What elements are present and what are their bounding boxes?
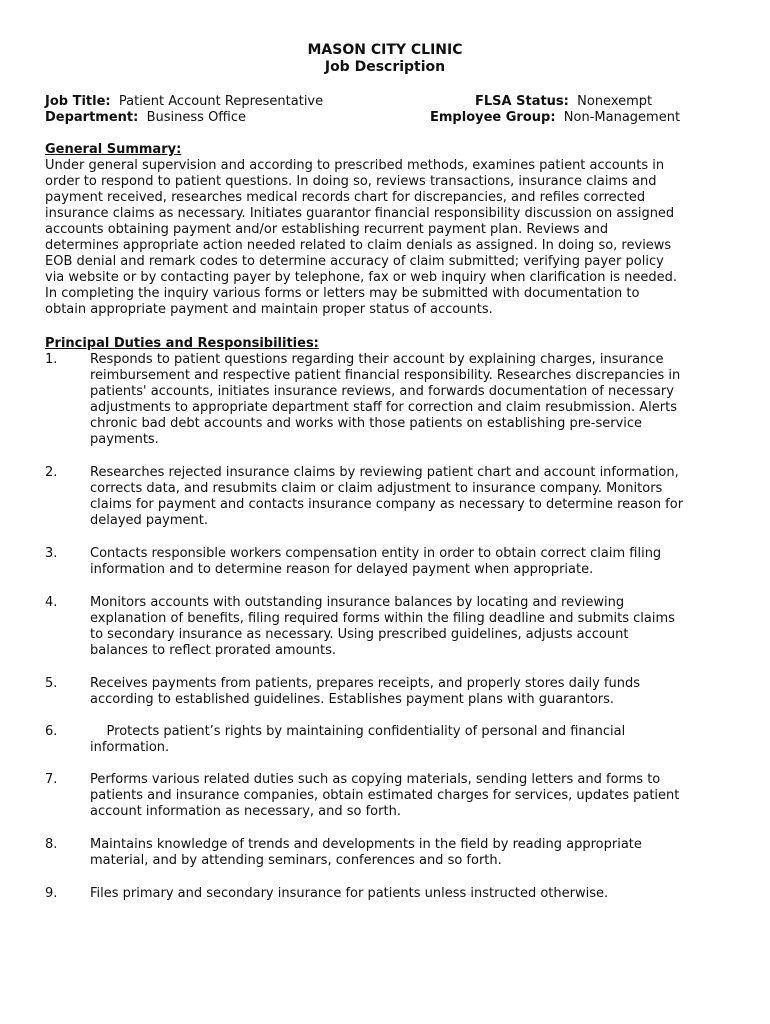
duty-line: Maintains knowledge of trends and developments in the field by reading appropriate xyxy=(90,837,642,852)
duty-line: Protects patient’s rights by maintaining confidentiality of personal and financial xyxy=(90,724,626,739)
employee-group-value: Non-Management xyxy=(563,110,681,125)
duty-line: information. xyxy=(90,740,170,755)
summary-line: insurance claims as necessary. Initiates guarantor financial responsibility discussion on assigned xyxy=(45,206,675,221)
general-summary-heading: General Summary: xyxy=(45,142,182,157)
department-field xyxy=(45,110,246,126)
duty-text xyxy=(90,352,740,448)
duty-number: 5. xyxy=(45,676,58,691)
general-summary-body xyxy=(45,158,735,318)
duty-line: information and to determine reason for delayed payment when appropriate. xyxy=(90,562,594,577)
duty-line: patients' accounts, initiates insurance reviews, and forwards documentation of necessary xyxy=(90,384,674,399)
duty-line: to secondary insurance as necessary. Using prescribed guidelines, adjusts account xyxy=(90,627,629,642)
duty-number: 9. xyxy=(45,886,58,901)
page-subtitle: Job Description xyxy=(324,59,446,75)
duty-line: balances to reflect prorated amounts. xyxy=(90,643,337,658)
department-label: Department: xyxy=(45,110,139,125)
duty-text xyxy=(90,595,740,659)
summary-line: EOB denial and remark codes to determine accuracy of claim submitted; verifying payer policy xyxy=(45,254,664,269)
duty-line: material, and by attending seminars, conferences and so forth. xyxy=(90,853,502,868)
duty-number: 2. xyxy=(45,465,58,480)
employee-group-field xyxy=(430,110,680,126)
duty-line: Responds to patient questions regarding their account by explaining charges, insurance xyxy=(90,352,664,367)
employee-group-label: Employee Group: xyxy=(430,110,556,125)
duty-line: reimbursement and respective patient financial responsibility. Researches discrepancies in xyxy=(90,368,681,383)
duty-text xyxy=(90,546,740,578)
flsa-status-value: Nonexempt xyxy=(577,94,653,109)
summary-line: order to respond to patient questions. In doing so, reviews transactions, insurance claims and xyxy=(45,174,657,189)
summary-line: determines appropriate action needed related to claim denials as assigned. In doing so, reviews xyxy=(45,238,672,253)
duty-line: payments. xyxy=(90,432,159,447)
job-title-field xyxy=(45,94,323,110)
page-title: MASON CITY CLINIC xyxy=(307,42,463,58)
duty-number: 3. xyxy=(45,546,58,561)
duty-text xyxy=(90,676,740,708)
summary-line: obtain appropriate payment and maintain proper status of accounts. xyxy=(45,302,493,317)
flsa-status-label: FLSA Status: xyxy=(475,94,569,109)
duty-line: Files primary and secondary insurance for patients unless instructed otherwise. xyxy=(90,886,609,901)
summary-line: Under general supervision and according to prescribed methods, examines patient accounts in xyxy=(45,158,665,173)
duty-line: delayed payment. xyxy=(90,513,208,528)
duty-number: 6. xyxy=(45,724,58,739)
principal-duties-heading: Principal Duties and Responsibilities: xyxy=(45,336,319,351)
duty-line: Receives payments from patients, prepares receipts, and properly stores daily funds xyxy=(90,676,641,691)
duty-line: Performs various related duties such as copying materials, sending letters and forms to xyxy=(90,772,661,787)
duty-line: chronic bad debt accounts and works with those patients on establishing pre-service xyxy=(90,416,643,431)
duty-line: according to established guidelines. Establishes payment plans with guarantors. xyxy=(90,692,615,707)
duty-line: account information as necessary, and so forth. xyxy=(90,804,401,819)
duty-text xyxy=(90,724,740,756)
duty-text xyxy=(90,465,740,529)
duty-line: claims for payment and contacts insurance company as necessary to determine reason for xyxy=(90,497,684,512)
duty-line: Monitors accounts with outstanding insurance balances by locating and reviewing xyxy=(90,595,625,610)
job-title-value: Patient Account Representative xyxy=(118,94,324,109)
flsa-status-field xyxy=(475,94,652,110)
duty-number: 4. xyxy=(45,595,58,610)
duty-line: corrects data, and resubmits claim or claim adjustment to insurance company. Monitors xyxy=(90,481,663,496)
duty-number: 1. xyxy=(45,352,58,367)
summary-line: payment received, researches medical records chart for discrepancies, and refiles corrected xyxy=(45,190,646,205)
duty-text xyxy=(90,772,740,820)
summary-line: via website or by contacting payer by telephone, fax or web inquiry when clarification is needed. xyxy=(45,270,677,285)
duty-line: Researches rejected insurance claims by reviewing patient chart and account information, xyxy=(90,465,679,480)
department-value: Business Office xyxy=(146,110,247,125)
summary-line: In completing the inquiry various forms or letters may be submitted with documentation to xyxy=(45,286,640,301)
duty-number: 8. xyxy=(45,837,58,852)
summary-line: accounts obtaining payment and/or establishing recurrent payment plan. Reviews and xyxy=(45,222,609,237)
duty-line: explanation of benefits, filing required forms within the filing deadline and submits claims xyxy=(90,611,675,626)
duty-text xyxy=(90,886,740,902)
duty-line: patients and insurance companies, obtain estimated charges for services, updates patient xyxy=(90,788,680,803)
job-title-label: Job Title: xyxy=(45,94,111,109)
duty-line: adjustments to appropriate department staff for correction and claim resubmission. Alerts xyxy=(90,400,677,415)
duty-number: 7. xyxy=(45,772,58,787)
duty-line: Contacts responsible workers compensation entity in order to obtain correct claim filing xyxy=(90,546,662,561)
duty-text xyxy=(90,837,740,869)
